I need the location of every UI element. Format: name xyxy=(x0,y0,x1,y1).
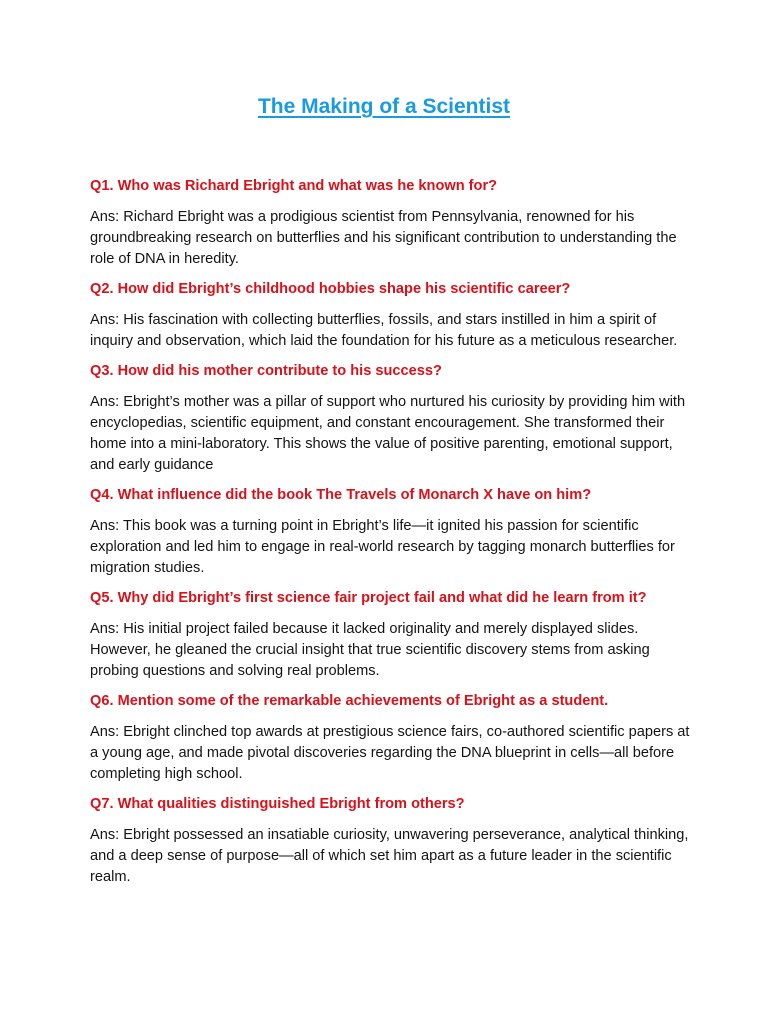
question-5: Q5. Why did Ebright’s first science fair project fail and what did he learn from it? xyxy=(90,590,647,606)
qa-item-7 xyxy=(90,794,690,888)
question-7: Q7. What qualities distinguished Ebright from others? xyxy=(90,796,465,812)
answer-5: Ans: His initial project failed because it lacked originality and merely displayed slides. However, he gleaned the crucial insight that true scientific discovery stems from asking probing questions and solving real problems. xyxy=(90,621,650,679)
answer-6: Ans: Ebright clinched top awards at prestigious science fairs, co-authored scientific papers at a young age, and made pivotal discoveries regarding the DNA blueprint in cells—all before completing high school. xyxy=(90,724,690,782)
qa-item-2 xyxy=(90,279,690,352)
qa-item-5 xyxy=(90,588,690,682)
qa-list xyxy=(90,176,690,897)
answer-7: Ans: Ebright possessed an insatiable curiosity, unwavering perseverance, analytical thinking, and a deep sense of purpose—all of which set him apart as a future leader in the scientific realm. xyxy=(90,827,689,885)
answer-2: Ans: His fascination with collecting butterflies, fossils, and stars instilled in him a spirit of inquiry and observation, which laid the foundation for his future as a meticulous researcher. xyxy=(90,312,678,349)
question-1: Q1. Who was Richard Ebright and what was he known for? xyxy=(90,178,498,194)
qa-item-1 xyxy=(90,176,690,270)
qa-item-4 xyxy=(90,485,690,579)
answer-3: Ans: Ebright’s mother was a pillar of support who nurtured his curiosity by providing him with encyclopedias, scientific equipment, and constant encouragement. She transformed their home into a mini-laboratory. This shows the value of positive parenting, emotional support, and early guidance xyxy=(90,394,686,473)
answer-1: Ans: Richard Ebright was a prodigious scientist from Pennsylvania, renowned for his groundbreaking research on butterflies and his significant contribution to understanding the role of DNA in heredity. xyxy=(90,209,677,267)
question-4: Q4. What influence did the book The Travels of Monarch X have on him? xyxy=(90,487,592,503)
answer-4: Ans: This book was a turning point in Ebright’s life—it ignited his passion for scientific exploration and led him to engage in real-world research by tagging monarch butterflies for migration studies. xyxy=(90,518,675,576)
page-title: The Making of a Scientist xyxy=(257,95,511,118)
question-2: Q2. How did Ebright’s childhood hobbies shape his scientific career? xyxy=(90,281,571,297)
qa-item-3 xyxy=(90,361,690,476)
question-3: Q3. How did his mother contribute to his success? xyxy=(90,363,442,379)
qa-item-6 xyxy=(90,691,690,785)
question-6: Q6. Mention some of the remarkable achievements of Ebright as a student. xyxy=(90,693,609,709)
